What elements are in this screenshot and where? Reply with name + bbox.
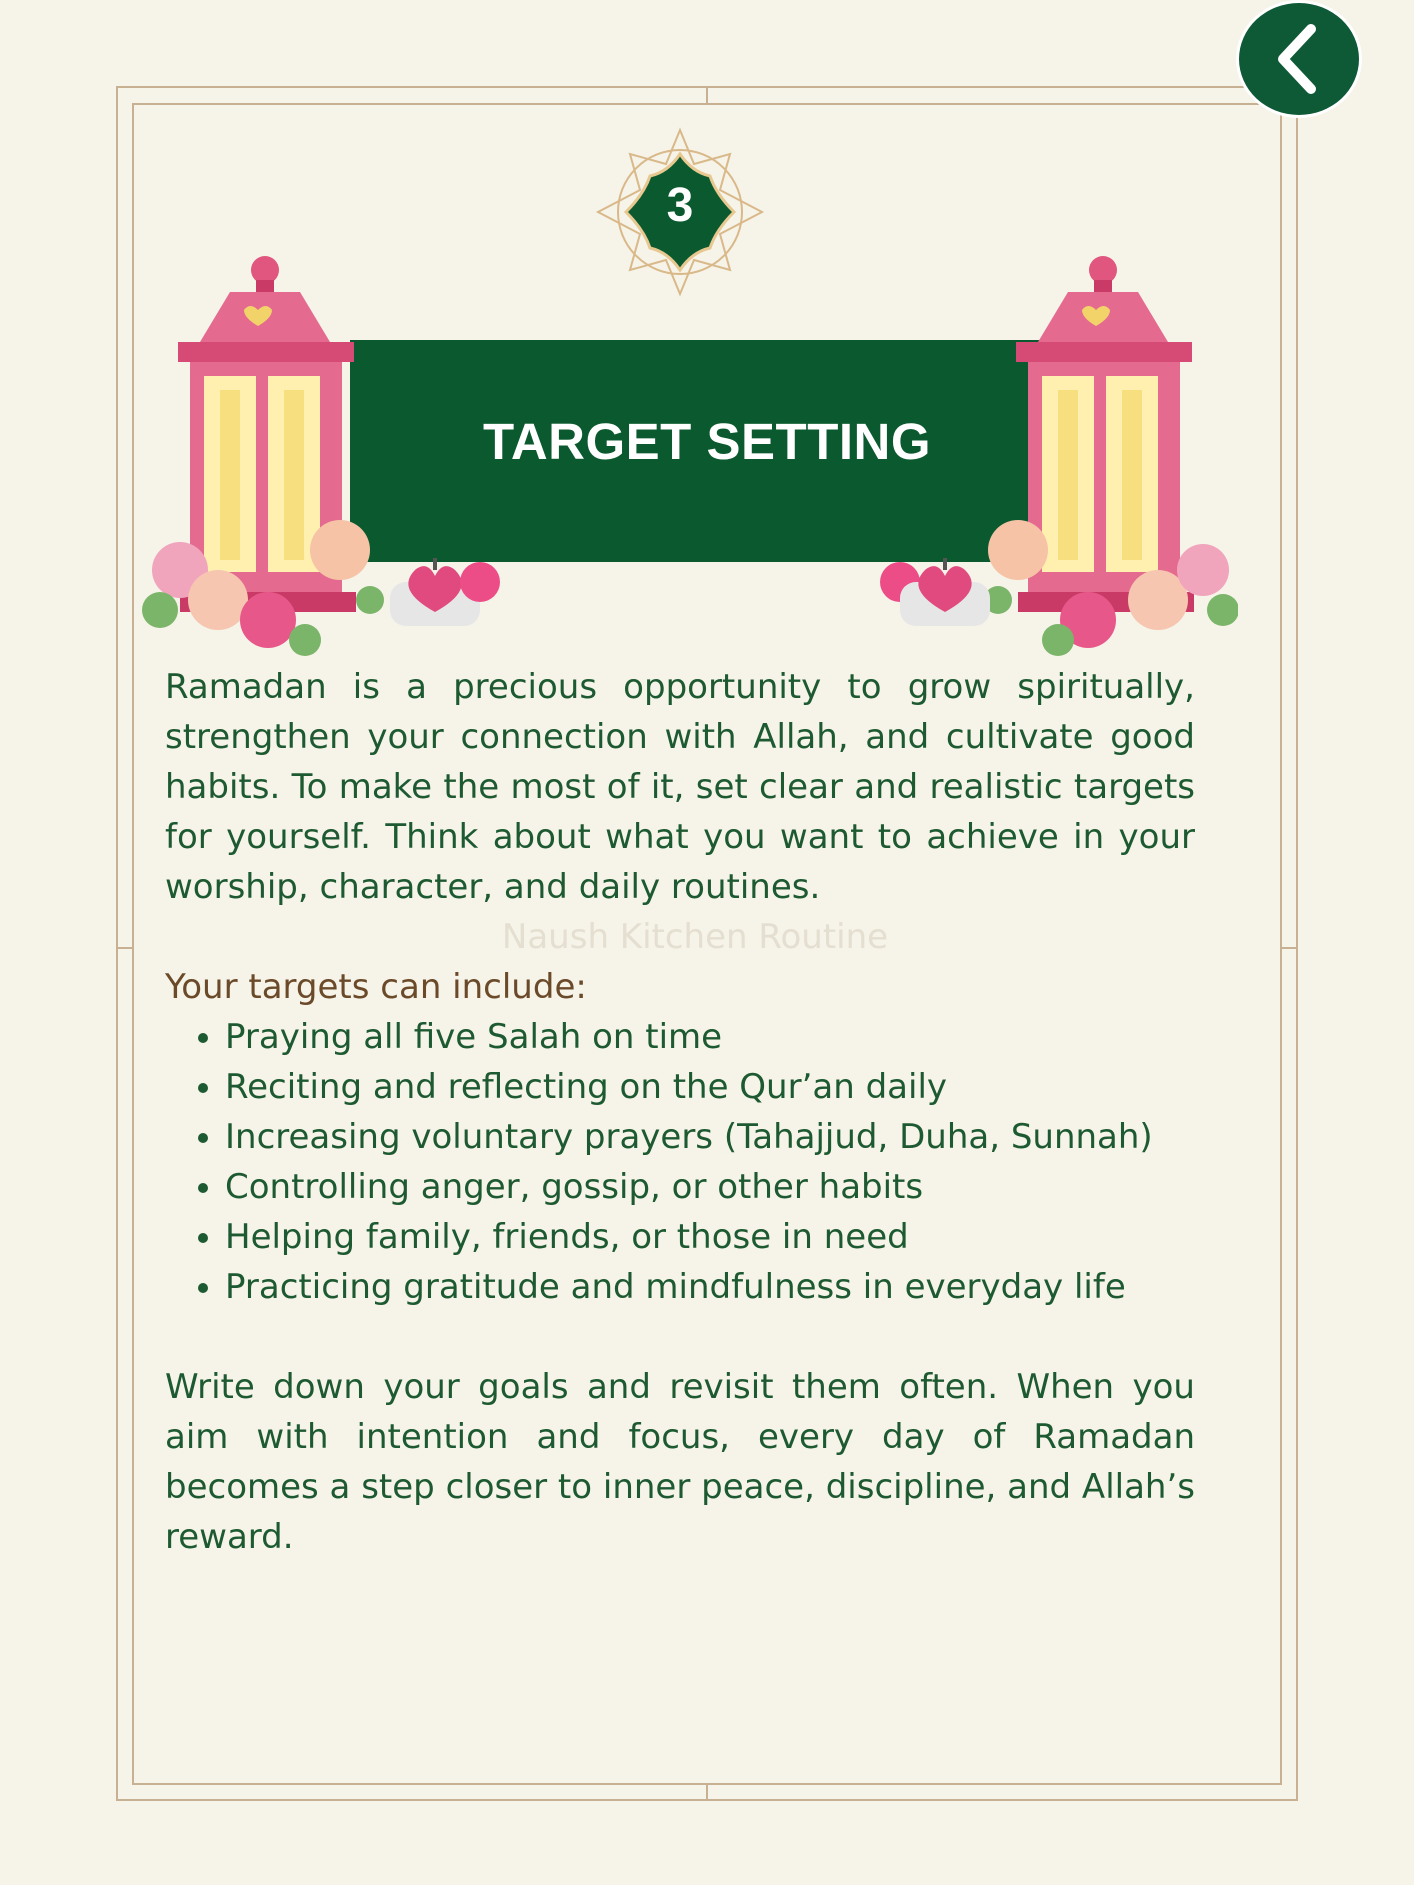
target-list	[165, 1012, 1195, 1312]
list-item: • Reciting and reflecting on the Qur’an daily	[225, 1062, 1195, 1112]
page-title: TARGET SETTING	[482, 413, 932, 470]
frame-tick	[706, 86, 708, 103]
list-item: • Controlling anger, gossip, or other habits	[225, 1162, 1195, 1212]
frame-tick	[1282, 947, 1298, 949]
closing-paragraph: Write down your goals and revisit them often. When you aim with intention and focus, every day of Ramadan becomes a step closer to inner peace, discipline, and Allah’s reward.	[165, 1367, 1195, 1557]
list-item: • Increasing voluntary prayers (Tahajjud, Duha, Sunnah)	[225, 1112, 1195, 1162]
list-item: • Praying all five Salah on time	[225, 1012, 1195, 1062]
intro-paragraph: Ramadan is a precious opportunity to grow spiritually, strengthen your connection with Allah, and cultivate good habits. To make the most of it, set clear and realistic targets for yourself. Think about what you want to achieve in your worship, character, and daily routines.	[165, 667, 1195, 907]
list-item: • Helping family, friends, or those in need	[225, 1212, 1195, 1262]
chevron-left-icon	[1239, 3, 1359, 115]
list-item: • Practicing gratitude and mindfulness in everyday life	[225, 1262, 1195, 1312]
frame-tick	[116, 947, 132, 949]
list-lead: Your targets can include:	[165, 967, 587, 1007]
content-section	[165, 662, 1195, 1562]
spacer	[165, 1312, 1195, 1362]
heart-candle-left	[380, 542, 500, 632]
lantern-illustration-right	[978, 250, 1238, 660]
frame-tick	[706, 1785, 708, 1801]
lantern-illustration-left	[140, 250, 400, 660]
step-number: 3	[666, 179, 694, 232]
back-button[interactable]	[1236, 0, 1362, 118]
heart-candle-right	[880, 542, 1000, 632]
watermark: Naush Kitchen Routine	[501, 917, 889, 957]
